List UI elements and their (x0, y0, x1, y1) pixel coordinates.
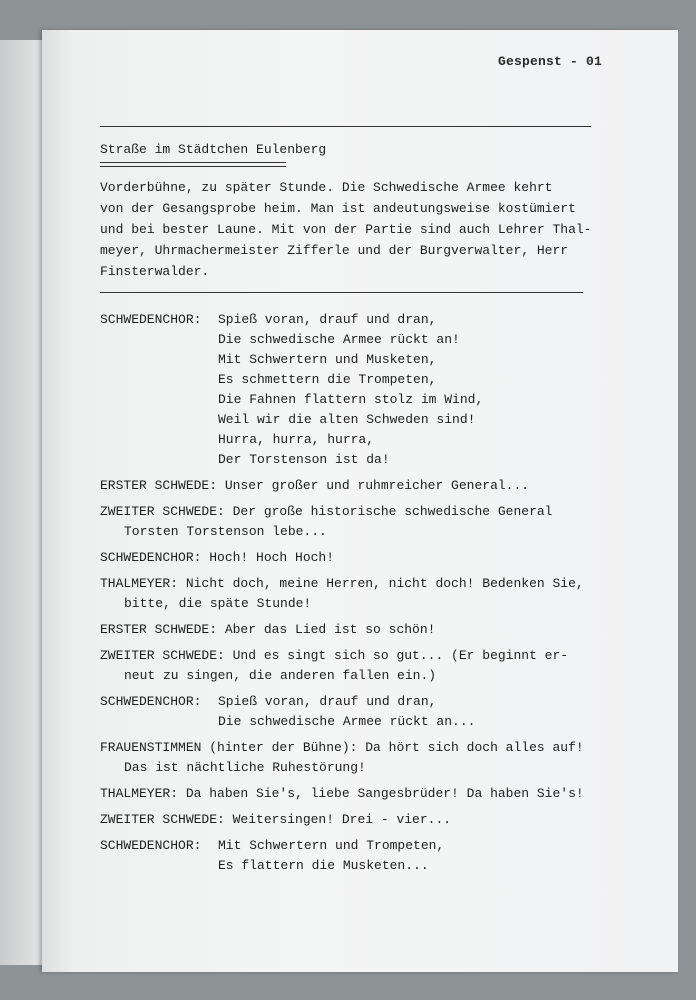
dialogue-line: ZWEITER SCHWEDE: Der große historische schwedische General (100, 504, 553, 519)
verse (218, 310, 640, 470)
dialogue-line: ERSTER SCHWEDE: Aber das Lied ist so schön! (100, 622, 436, 637)
dialogue-entry (100, 836, 640, 876)
dialogue-line: neut zu singen, die anderen fallen ein.) (124, 668, 437, 683)
dialogue-line: SCHWEDENCHOR: Hoch! Hoch Hoch! (100, 550, 335, 565)
speaker-name: SCHWEDENCHOR: (100, 312, 202, 327)
dialogue-entry (100, 502, 640, 542)
speaker-name: SCHWEDENCHOR: (100, 838, 202, 853)
verse-line: Mit Schwertern und Trompeten, (218, 838, 445, 853)
dialogue-entry (100, 810, 640, 830)
verse-line: Mit Schwertern und Musketen, (218, 352, 437, 367)
stage-direction-line: von der Gesangsprobe heim. Man ist andeutungsweise kostümiert (100, 201, 576, 216)
dialogue-entry (100, 310, 640, 470)
verse-line: Spieß voran, drauf und dran, (218, 312, 437, 327)
stage-direction-line: meyer, Uhrmachermeister Zifferle und der Burgverwalter, Herr (100, 243, 569, 258)
title-underline-2 (100, 166, 286, 167)
dialogue-line: ZWEITER SCHWEDE: Und es singt sich so gut... (Er beginnt er- (100, 648, 569, 663)
dialogue-line: Das ist nächtliche Ruhestörung! (124, 760, 366, 775)
dialogue (100, 310, 640, 876)
stage-direction-line: und bei bester Laune. Mit von der Partie sind auch Lehrer Thal- (100, 222, 592, 237)
dialogue-line: THALMEYER: Da haben Sie's, liebe Sangesbrüder! Da haben Sie's! (100, 786, 584, 801)
top-rule (100, 126, 591, 127)
dialogue-entry (100, 784, 640, 804)
dialogue-entry (100, 620, 640, 640)
dialogue-line: Torsten Torstenson lebe... (124, 524, 327, 539)
dialogue-entry (100, 738, 640, 778)
title-underline-1 (100, 162, 286, 163)
verse-line: Die schwedische Armee rückt an... (218, 714, 476, 729)
speaker-name: SCHWEDENCHOR: (100, 694, 202, 709)
verse (218, 692, 640, 732)
verse-line: Die Fahnen flattern stolz im Wind, (218, 392, 484, 407)
verse-line: Spieß voran, drauf und dran, (218, 694, 437, 709)
dialogue-line: FRAUENSTIMMEN (hinter der Bühne): Da hört sich doch alles auf! (100, 740, 584, 755)
verse-line: Weil wir die alten Schweden sind! (218, 412, 476, 427)
dialogue-entry (100, 692, 640, 732)
verse-line: Der Torstenson ist da! (218, 452, 390, 467)
stage-direction (100, 177, 600, 282)
dialogue-line: ERSTER SCHWEDE: Unser großer und ruhmreicher General... (100, 478, 530, 493)
dialogue-entry (100, 548, 640, 568)
verse-line: Die schwedische Armee rückt an! (218, 332, 460, 347)
stage-direction-line: Vorderbühne, zu später Stunde. Die Schwedische Armee kehrt (100, 180, 553, 195)
dialogue-line: ZWEITER SCHWEDE: Weitersingen! Drei - vier... (100, 812, 452, 827)
verse (218, 836, 640, 876)
dialogue-entry (100, 476, 640, 496)
dialogue-line: bitte, die späte Stunde! (124, 596, 312, 611)
page-header: Gespenst - 01 (497, 54, 602, 69)
description-rule (100, 292, 583, 293)
verse-line: Hurra, hurra, hurra, (218, 432, 375, 447)
dialogue-line: THALMEYER: Nicht doch, meine Herren, nicht doch! Bedenken Sie, (100, 576, 584, 591)
dialogue-entry (100, 646, 640, 686)
stage-direction-line: Finsterwalder. (100, 264, 210, 279)
scene-title: Straße im Städtchen Eulenberg (100, 142, 327, 157)
verse-line: Es schmettern die Trompeten, (218, 372, 437, 387)
script-page (42, 30, 678, 972)
verse-line: Es flattern die Musketen... (218, 858, 429, 873)
dialogue-entry (100, 574, 640, 614)
